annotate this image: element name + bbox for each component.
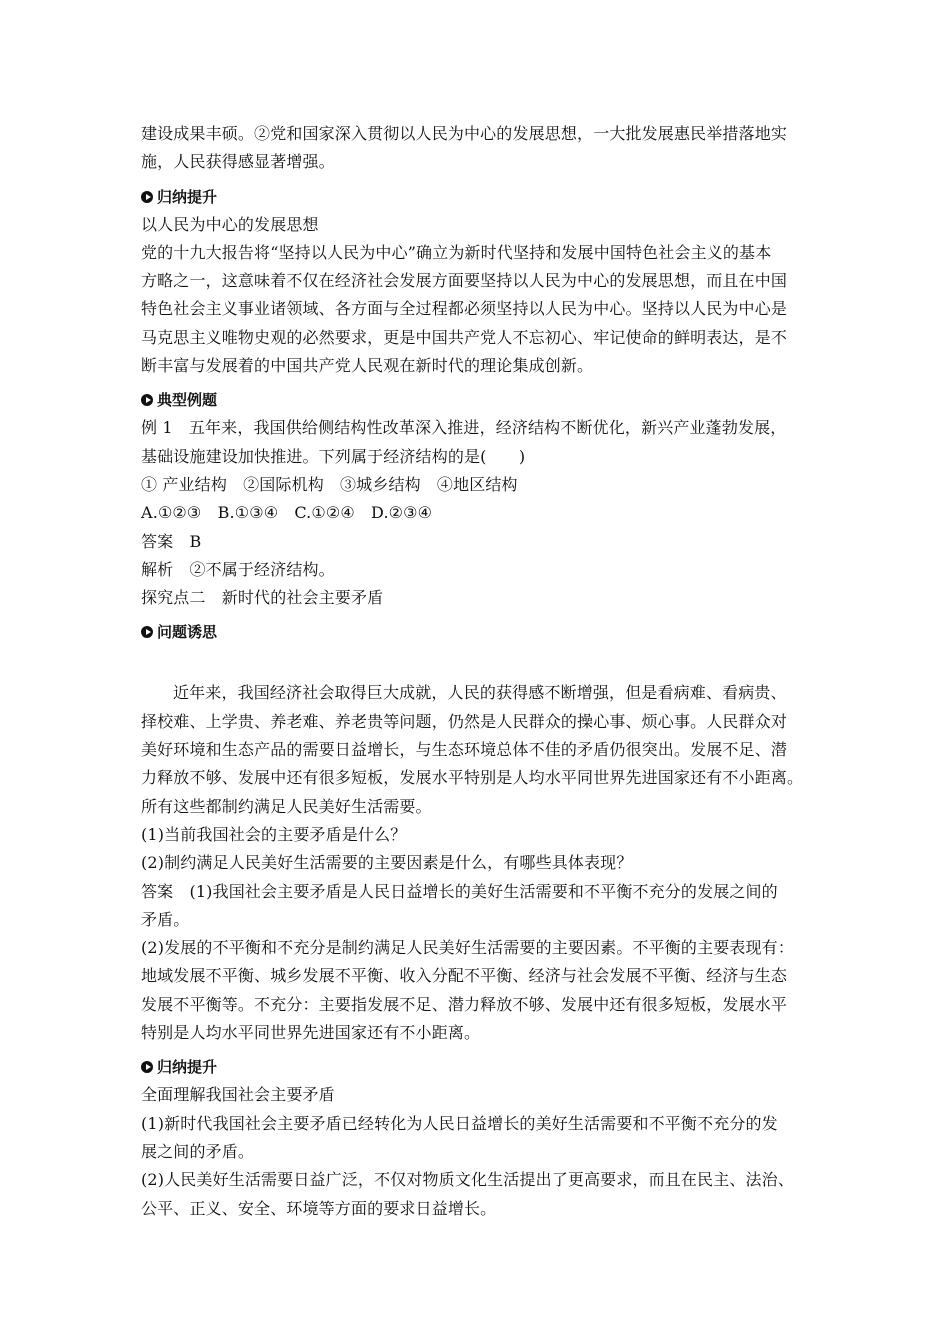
text-line: 党的十九大报告将“坚持以人民为中心”确立为新时代坚持和发展中国特色社会主义的基本 xyxy=(141,242,772,262)
answer-line: (2)发展的不平衡和不充分是制约满足人民美好生活需要的主要因素。不平衡的主要表现有： xyxy=(141,938,794,958)
play-circle-icon xyxy=(141,191,153,203)
play-circle-icon xyxy=(141,394,153,406)
text-line: 所有这些都制约满足人民美好生活需要。 xyxy=(141,796,432,816)
answer-line: 特别是人均水平同世界先进国家还有不小距离。 xyxy=(141,1023,481,1043)
answer-line: 矛盾。 xyxy=(141,909,190,929)
section-heading-label: 典型例题 xyxy=(157,391,218,410)
text-line: 施，人民获得感显著增强。 xyxy=(141,152,335,172)
text-line: 展之间的矛盾。 xyxy=(141,1141,255,1161)
answer-line: 地域发展不平衡、城乡发展不平衡、收入分配不平衡、经济与社会发展不平衡、经济与生态 xyxy=(141,966,788,986)
question-item: (2)制约满足人民美好生活需要的主要因素是什么，有哪些具体表现？ xyxy=(141,853,633,873)
text-line: 力释放不够、发展中还有很多短板，发展水平特别是人均水平同世界先进国家还有不小距离。 xyxy=(141,768,804,788)
text-line: 公平、正义、安全、环境等方面的要求日益增长。 xyxy=(141,1198,497,1218)
example-answer: 答案 B xyxy=(141,531,202,551)
section-heading-label: 归纳提升 xyxy=(157,187,218,206)
summary-title: 全面理解我国社会主要矛盾 xyxy=(141,1085,335,1105)
text-line: (2)人民美好生活需要日益广泛，不仅对物质文化生活提出了更高要求，而且在民主、法治、 xyxy=(141,1170,794,1190)
text-line: 美好环境和生态产品的需要日益增长，与生态环境总体不佳的矛盾仍很突出。发展不足、潜 xyxy=(141,740,788,760)
text-line: 择校难、上学贵、养老难、养老贵等问题，仍然是人民群众的操心事、烦心事。人民群众对 xyxy=(141,711,788,731)
section-heading-question xyxy=(141,618,821,646)
text-line: 马克思主义唯物史观的必然要求，更是中国共产党人不忘初心、牢记使命的鲜明表达，是不 xyxy=(141,327,788,347)
document-page xyxy=(141,120,821,1223)
answer-line: 答案 (1)我国社会主要矛盾是人民日益增长的美好生活需要和不平衡不充分的发展之间的 xyxy=(141,881,778,901)
play-circle-icon xyxy=(141,1061,153,1073)
example-question: 例 1 五年来，我国供给侧结构性改革深入推进，经济结构不断优化，新兴产业蓬勃发展， xyxy=(141,418,787,438)
section-heading-label: 问题诱思 xyxy=(157,623,218,642)
section-heading-summary xyxy=(141,1053,821,1081)
play-circle-icon xyxy=(141,626,153,638)
section-heading-example xyxy=(141,386,821,414)
example-items: ① 产业结构 ②国际机构 ③城乡结构 ④地区结构 xyxy=(141,474,518,494)
example-question: 基础设施建设加快推进。下列属于经济结构的是( ) xyxy=(141,446,526,466)
section-heading-summary xyxy=(141,183,821,211)
example-analysis: 解析 ②不属于经济结构。 xyxy=(141,559,335,579)
text-line: 方略之一，这意味着不仅在经济社会发展方面要坚持以人民为中心的发展思想，而且在中国 xyxy=(141,271,788,291)
text-line: 建设成果丰硕。②党和国家深入贯彻以人民为中心的发展思想，一大批发展惠民举措落地实 xyxy=(141,124,788,143)
summary-title: 以人民为中心的发展思想 xyxy=(141,214,319,234)
text-line: 近年来，我国经济社会取得巨大成就，人民的获得感不断增强，但是看病难、看病贵、 xyxy=(173,683,787,703)
example-options: A.①②③ B.①③④ C.①②④ D.②③④ xyxy=(141,503,433,523)
section-heading-label: 归纳提升 xyxy=(157,1058,218,1077)
text-line: 断丰富与发展着的中国共产党人民观在新时代的理论集成创新。 xyxy=(141,356,594,376)
answer-line: 发展不平衡等。不充分：主要指发展不足、潜力释放不够、发展中还有很多短板，发展水平 xyxy=(141,994,788,1014)
inquiry-point-title: 探究点二 新时代的社会主要矛盾 xyxy=(141,588,384,608)
text-line: 特色社会主义事业诸领域、各方面与全过程都必须坚持以人民为中心。坚持以人民为中心是 xyxy=(141,299,788,319)
text-line: (1)新时代我国社会主要矛盾已经转化为人民日益增长的美好生活需要和不平衡不充分的发 xyxy=(141,1113,778,1133)
question-item: (1)当前我国社会的主要矛盾是什么？ xyxy=(141,824,407,844)
